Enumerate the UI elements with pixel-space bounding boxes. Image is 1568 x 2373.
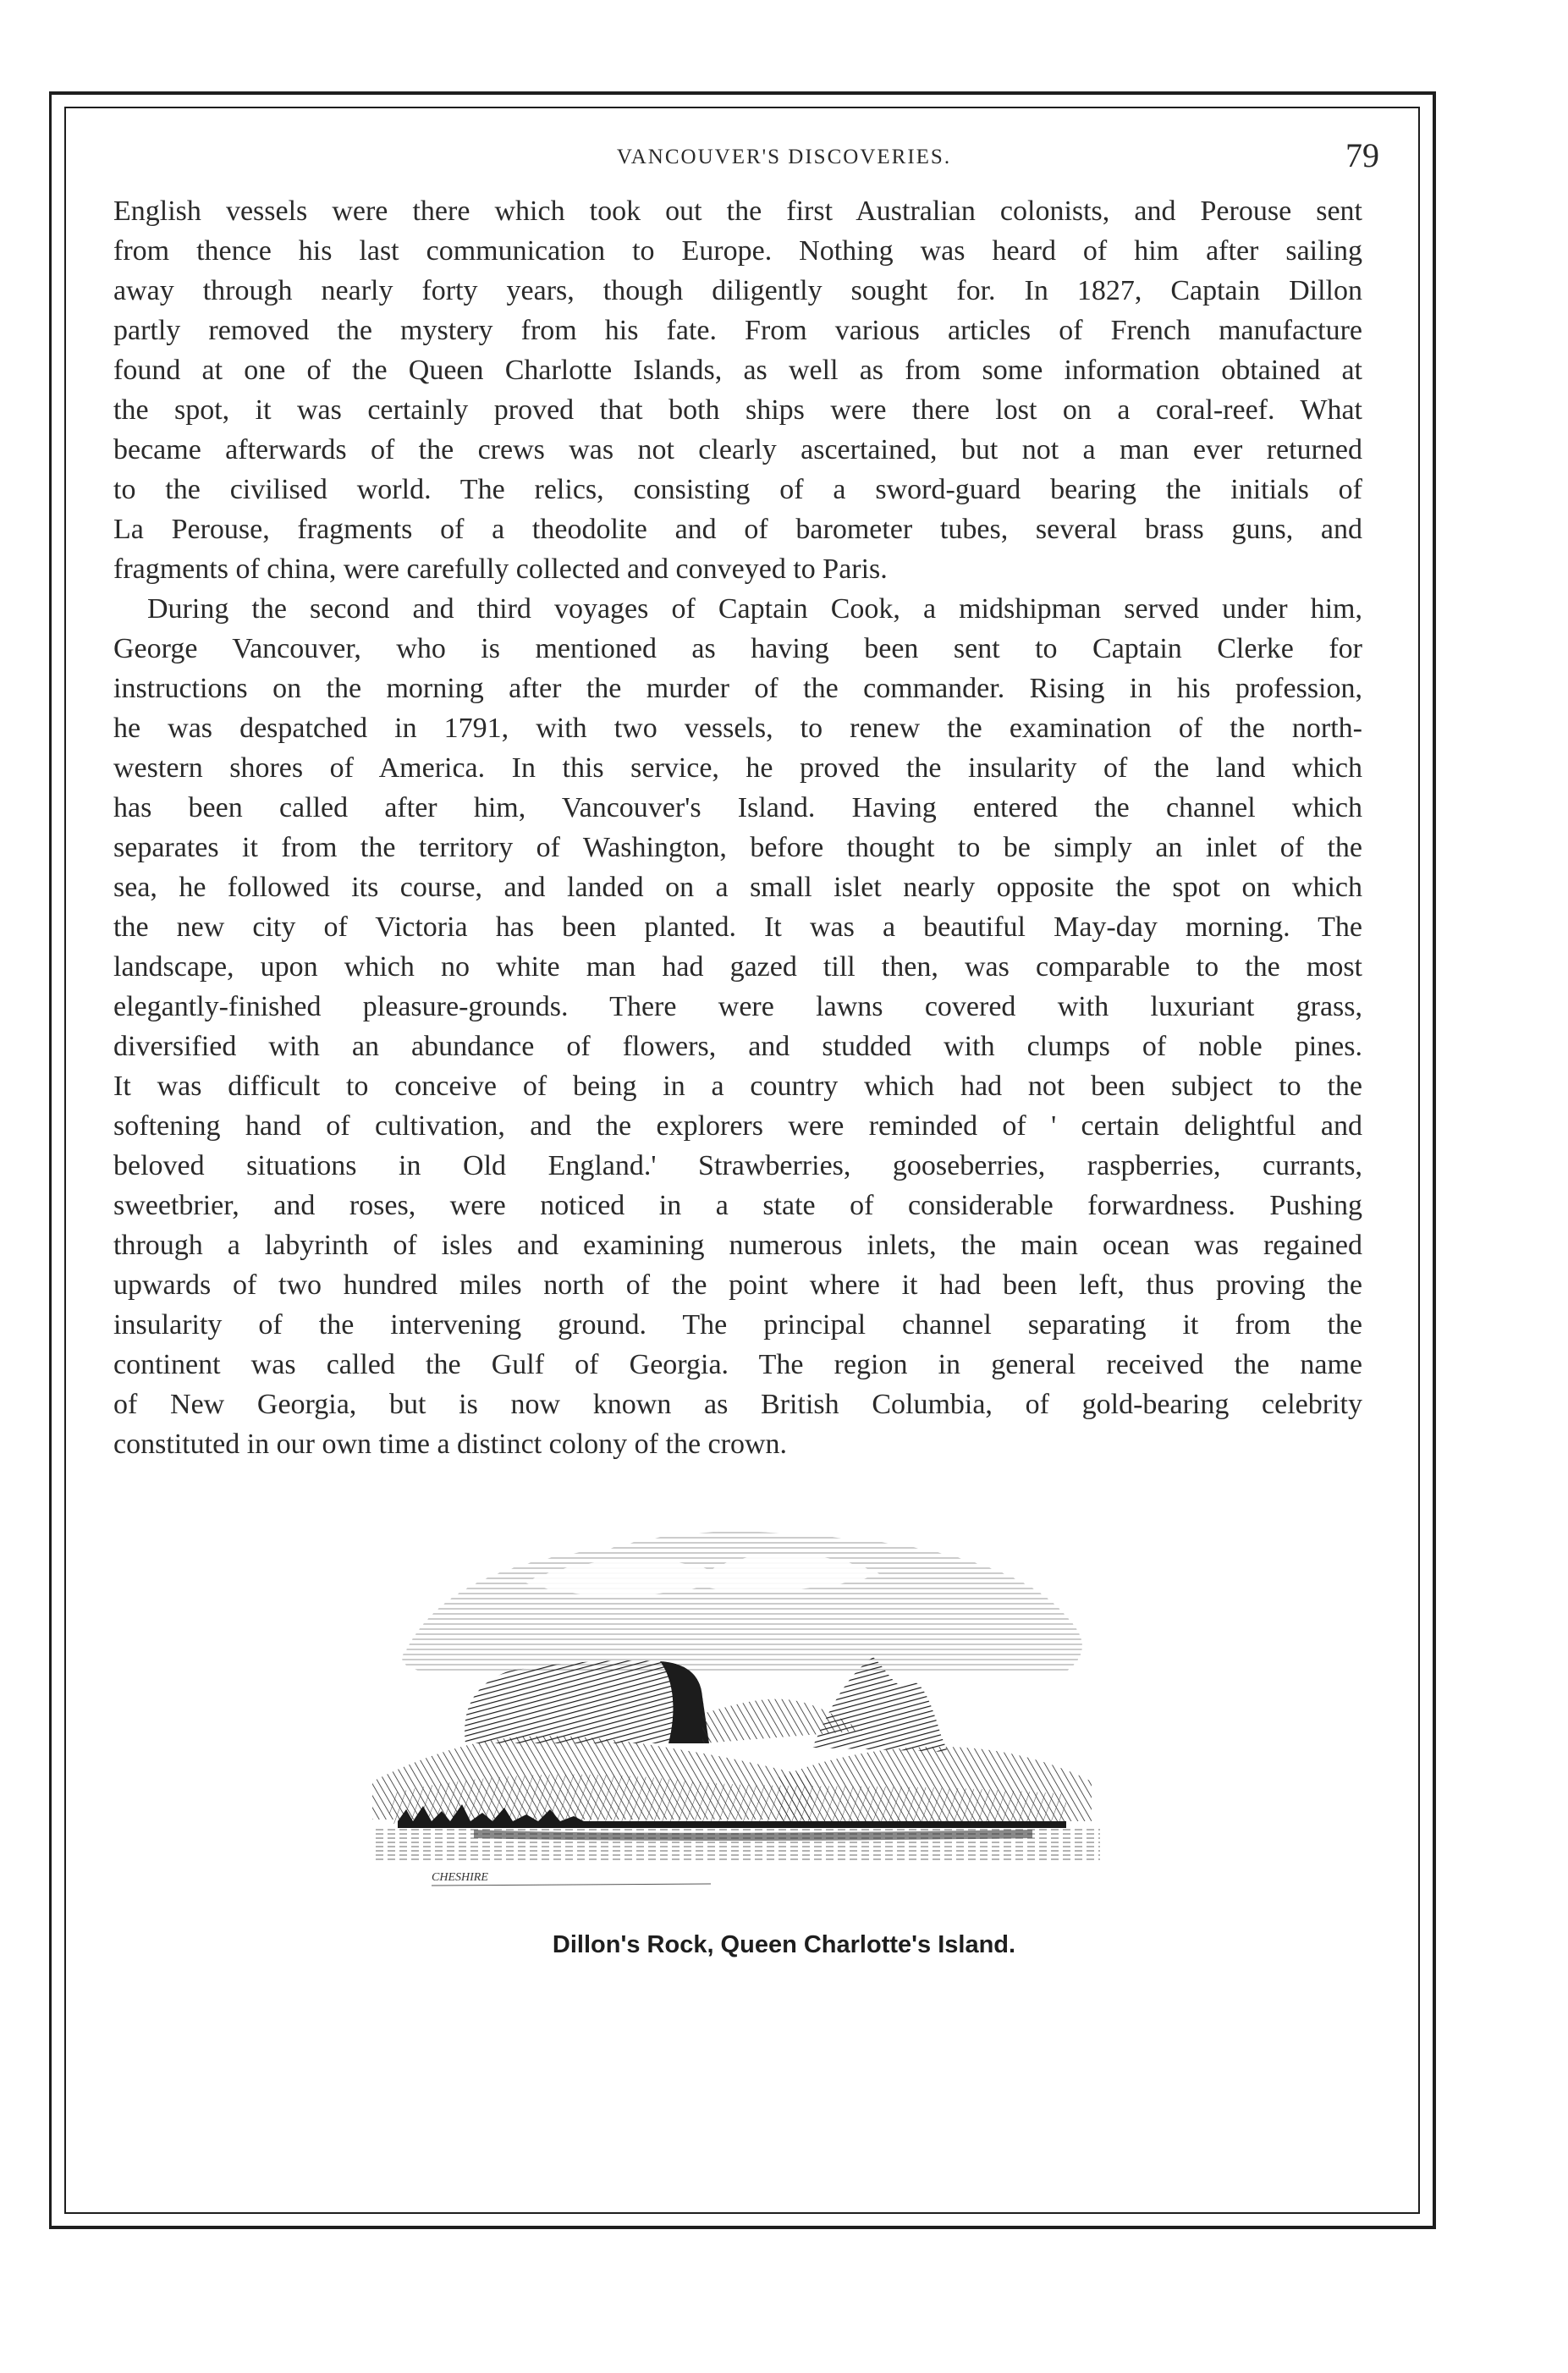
text-line: sweetbrier, and roses, were noticed in a state of considerable forwardness. Pushing bbox=[113, 1190, 1362, 1221]
text-line: upwards of two hundred miles north of the point where it had been left, thus proving the bbox=[113, 1269, 1362, 1301]
text-line: diversified with an abundance of flowers, and studded with clumps of noble pines. bbox=[113, 1031, 1362, 1062]
figure-caption: Dillon's Rock, Queen Charlotte's Island. bbox=[552, 1931, 1016, 1958]
page-number: 79 bbox=[1345, 136, 1379, 174]
text-line: La Perouse, fragments of a theodolite and of barometer tubes, several brass guns, and bbox=[113, 514, 1362, 545]
text-line: the new city of Victoria has been planted. It was a beautiful May-day morning. The bbox=[113, 911, 1362, 943]
text-line: found at one of the Queen Charlotte Islands, as well as from some information obtained at bbox=[113, 355, 1362, 386]
paragraph-end-line: constituted in our own time a distinct colony of the crown. bbox=[113, 1429, 788, 1460]
sky-clouds bbox=[402, 1532, 1082, 1671]
text-line: western shores of America. In this service, he proved the insularity of the land which bbox=[113, 752, 1362, 784]
text-line: insularity of the intervening ground. The principal channel separating it from the bbox=[113, 1309, 1362, 1341]
border-bottom-thin bbox=[64, 2212, 1420, 2214]
text-line: elegantly-finished pleasure-grounds. There were lawns covered with luxuriant grass, bbox=[113, 991, 1362, 1022]
text-line: of New Georgia, but is now known as British Columbia, of gold-bearing celebrity bbox=[113, 1389, 1362, 1420]
paragraph-start-line: During the second and third voyages of Captain Cook, a midshipman served under him, bbox=[147, 593, 1362, 625]
text-line: became afterwards of the crews was not clearly ascertained, but not a man ever returned bbox=[113, 434, 1362, 465]
text-line: he was despatched in 1791, with two vessels, to renew the examination of the north- bbox=[113, 713, 1362, 744]
paragraph-end-line: fragments of china, were carefully collected and conveyed to Paris. bbox=[113, 553, 888, 585]
border-top-thin bbox=[64, 107, 1420, 108]
text-line: instructions on the morning after the murder of the commander. Rising in his profession, bbox=[113, 673, 1362, 704]
text-line: through a labyrinth of isles and examining numerous inlets, the main ocean was regained bbox=[113, 1230, 1362, 1261]
border-right-outer bbox=[1433, 91, 1436, 2229]
text-line: softening hand of cultivation, and the explorers were reminded of ' certain delightful and bbox=[113, 1110, 1362, 1142]
text-line: beloved situations in Old England.' Strawberries, gooseberries, raspberries, currants, bbox=[113, 1150, 1362, 1181]
engraving-illustration bbox=[305, 1489, 1168, 1887]
text-line: from thence his last communication to Europe. Nothing was heard of him after sailing bbox=[113, 235, 1362, 267]
signature-rule bbox=[432, 1884, 711, 1886]
text-line: the spot, it was certainly proved that both ships were there lost on a coral-reef. What bbox=[113, 394, 1362, 426]
text-line: separates it from the territory of Washington, before thought to be simply an inlet of the bbox=[113, 832, 1362, 863]
text-line: partly removed the mystery from his fate. From various articles of French manufacture bbox=[113, 315, 1362, 346]
body-text bbox=[113, 191, 1362, 1464]
border-left-inner bbox=[64, 107, 66, 2214]
text-line: continent was called the Gulf of Georgia. The region in general received the name bbox=[113, 1349, 1362, 1380]
border-right-inner bbox=[1418, 107, 1420, 2214]
border-bottom-thick bbox=[49, 2226, 1435, 2229]
text-line: has been called after him, Vancouver's Island. Having entered the channel which bbox=[113, 792, 1362, 823]
border-left-outer bbox=[49, 91, 52, 2229]
text-line: landscape, upon which no white man had gazed till then, was comparable to the most bbox=[113, 951, 1362, 983]
running-head: VANCOUVER'S DISCOVERIES. bbox=[616, 146, 952, 168]
text-line: It was difficult to conceive of being in a country which had not been subject to the bbox=[113, 1071, 1362, 1102]
text-line: to the civilised world. The relics, consisting of a sword-guard bearing the initials of bbox=[113, 474, 1362, 505]
text-line: away through nearly forty years, though diligently sought for. In 1827, Captain Dillon bbox=[113, 275, 1362, 306]
text-line: English vessels were there which took out the first Australian colonists, and Perouse sent bbox=[113, 195, 1362, 227]
engraver-signature: CHESHIRE bbox=[432, 1871, 488, 1884]
text-line: George Vancouver, who is mentioned as having been sent to Captain Clerke for bbox=[113, 633, 1362, 664]
text-line: sea, he followed its course, and landed on a small islet nearly opposite the spot on which bbox=[113, 872, 1362, 903]
border-top-thick bbox=[49, 91, 1435, 95]
